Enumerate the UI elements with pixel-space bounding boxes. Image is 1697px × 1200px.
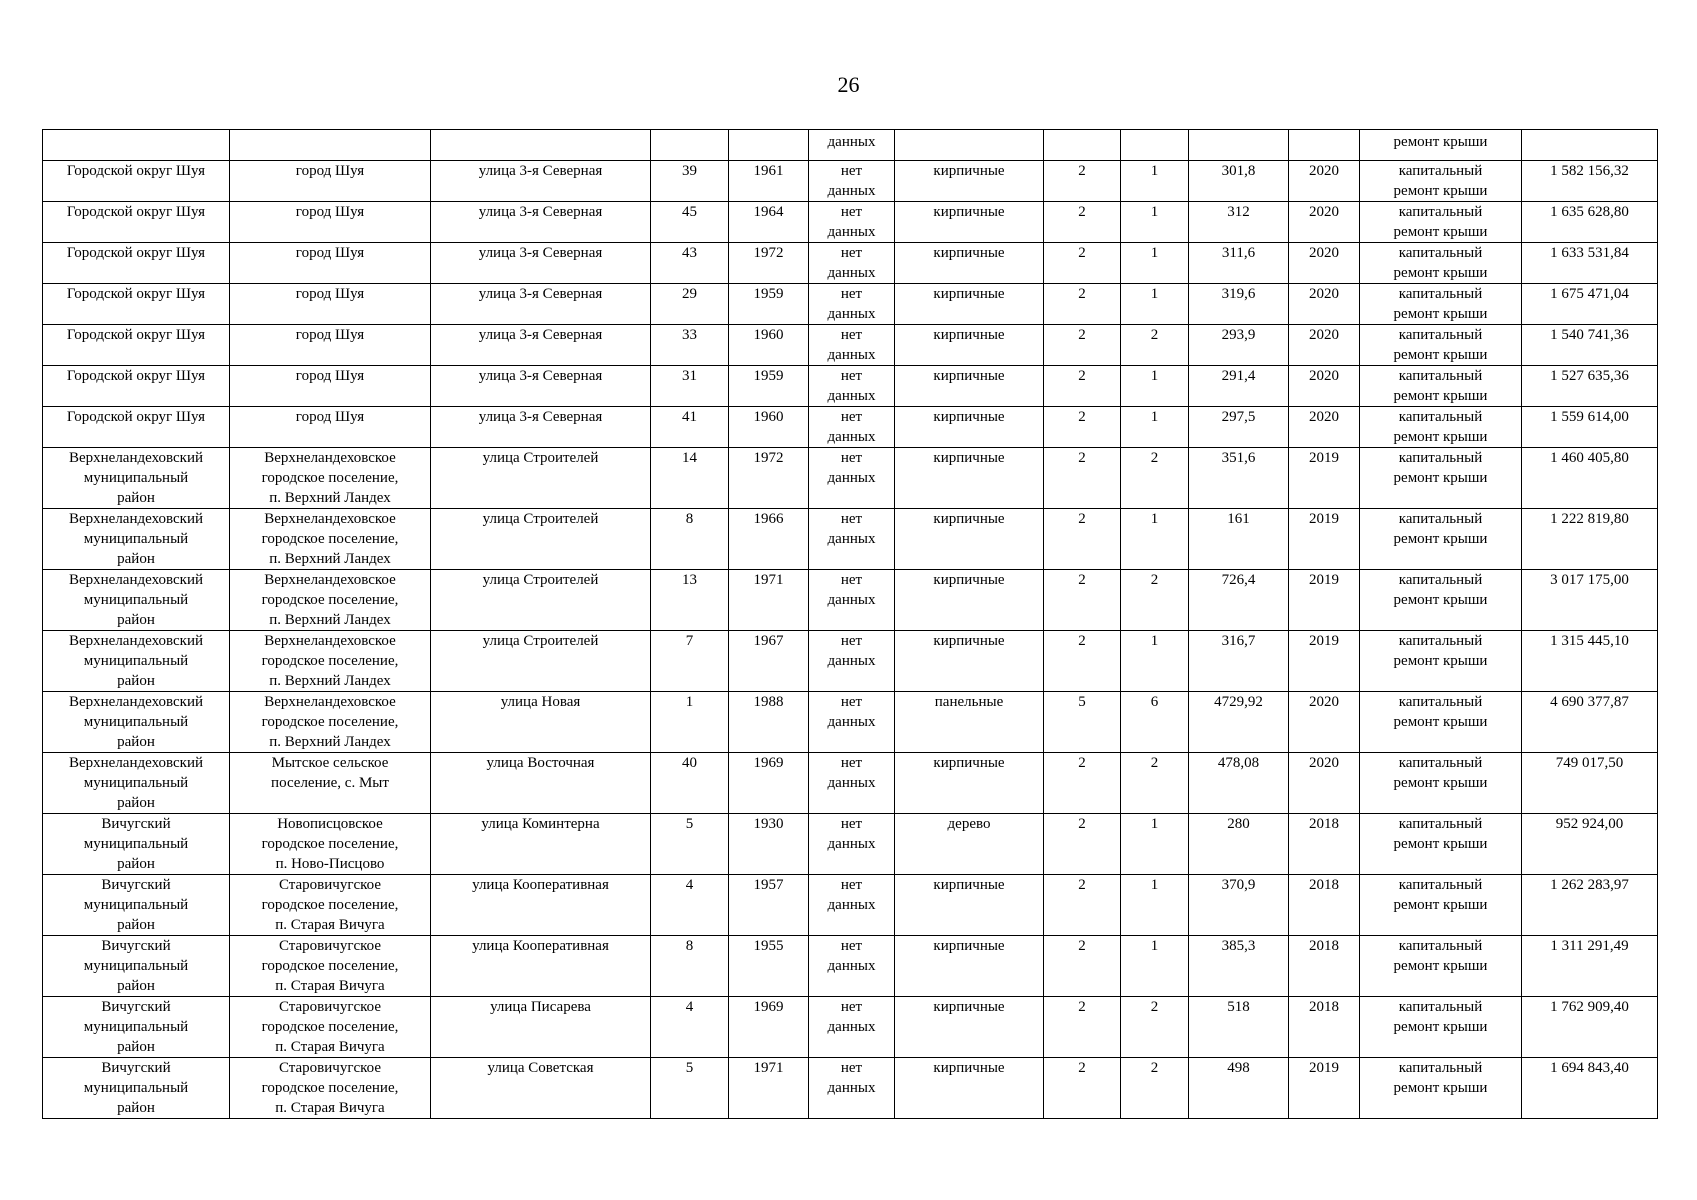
- cell-plan-year: 2020: [1289, 284, 1360, 325]
- cell-street: улица 3-я Северная: [431, 284, 651, 325]
- cell-plan-year: 2019: [1289, 631, 1360, 692]
- cell-work-type: капитальный ремонт крыши: [1360, 1058, 1522, 1119]
- cell-settlement: Верхнеландеховское городское поселение, п. Верхний Ландех: [230, 448, 431, 509]
- cell-repair-year-data: нет данных: [809, 325, 895, 366]
- cell-house-number: 41: [651, 407, 729, 448]
- cell-street: улица 3-я Северная: [431, 161, 651, 202]
- cell-repair-year-data: данных: [809, 130, 895, 161]
- cell-floors: 2: [1044, 570, 1121, 631]
- cell-repair-year-data: нет данных: [809, 202, 895, 243]
- cell-wall-material: [895, 130, 1044, 161]
- cell-repair-year-data: нет данных: [809, 997, 895, 1058]
- cell-repair-year-data: нет данных: [809, 570, 895, 631]
- cell-municipality: Верхнеландеховский муниципальный район: [43, 692, 230, 753]
- cell-cost: 1 311 291,49: [1522, 936, 1658, 997]
- cell-cost: 1 527 635,36: [1522, 366, 1658, 407]
- cell-cost: 1 262 283,97: [1522, 875, 1658, 936]
- cell-floors: 2: [1044, 202, 1121, 243]
- cell-work-type: капитальный ремонт крыши: [1360, 161, 1522, 202]
- cell-wall-material: кирпичные: [895, 325, 1044, 366]
- cell-cost: 1 460 405,80: [1522, 448, 1658, 509]
- cell-entrances: 1: [1121, 284, 1189, 325]
- cell-work-type: капитальный ремонт крыши: [1360, 692, 1522, 753]
- cell-settlement: Старовичугское городское поселение, п. Старая Вичуга: [230, 997, 431, 1058]
- cell-cost: 952 924,00: [1522, 814, 1658, 875]
- cell-entrances: 2: [1121, 570, 1189, 631]
- cell-entrances: 1: [1121, 161, 1189, 202]
- cell-entrances: 2: [1121, 1058, 1189, 1119]
- cell-build-year: [729, 130, 809, 161]
- cell-wall-material: кирпичные: [895, 936, 1044, 997]
- cell-work-type: капитальный ремонт крыши: [1360, 753, 1522, 814]
- cell-municipality: Вичугский муниципальный район: [43, 936, 230, 997]
- cell-work-type: капитальный ремонт крыши: [1360, 366, 1522, 407]
- cell-entrances: 2: [1121, 448, 1189, 509]
- cell-municipality: [43, 130, 230, 161]
- cell-house-number: 43: [651, 243, 729, 284]
- cell-house-number: 1: [651, 692, 729, 753]
- cell-settlement: Верхнеландеховское городское поселение, п. Верхний Ландех: [230, 570, 431, 631]
- cell-build-year: 1972: [729, 448, 809, 509]
- cell-settlement: [230, 130, 431, 161]
- cell-municipality: Верхнеландеховский муниципальный район: [43, 509, 230, 570]
- table-row: [43, 814, 1658, 875]
- cell-municipality: Верхнеландеховский муниципальный район: [43, 448, 230, 509]
- cell-entrances: 1: [1121, 407, 1189, 448]
- cell-plan-year: 2018: [1289, 814, 1360, 875]
- cell-municipality: Вичугский муниципальный район: [43, 997, 230, 1058]
- cell-cost: 4 690 377,87: [1522, 692, 1658, 753]
- cell-build-year: 1955: [729, 936, 809, 997]
- cell-repair-year-data: нет данных: [809, 161, 895, 202]
- cell-area: 301,8: [1189, 161, 1289, 202]
- cell-work-type: капитальный ремонт крыши: [1360, 325, 1522, 366]
- cell-cost: 1 222 819,80: [1522, 509, 1658, 570]
- cell-settlement: город Шуя: [230, 366, 431, 407]
- table-row: [43, 243, 1658, 284]
- cell-municipality: Городской округ Шуя: [43, 161, 230, 202]
- cell-build-year: 1959: [729, 284, 809, 325]
- cell-area: 312: [1189, 202, 1289, 243]
- cell-repair-year-data: нет данных: [809, 366, 895, 407]
- cell-wall-material: кирпичные: [895, 448, 1044, 509]
- cell-cost: 1 694 843,40: [1522, 1058, 1658, 1119]
- cell-street: улица Кооперативная: [431, 936, 651, 997]
- cell-street: улица Советская: [431, 1058, 651, 1119]
- cell-street: улица Строителей: [431, 448, 651, 509]
- cell-house-number: 8: [651, 936, 729, 997]
- cell-street: улица 3-я Северная: [431, 366, 651, 407]
- cell-plan-year: 2019: [1289, 570, 1360, 631]
- page-number: 26: [837, 72, 860, 97]
- cell-plan-year: 2019: [1289, 509, 1360, 570]
- cell-cost: 1 582 156,32: [1522, 161, 1658, 202]
- cell-cost: 1 540 741,36: [1522, 325, 1658, 366]
- cell-plan-year: 2020: [1289, 161, 1360, 202]
- cell-street: улица 3-я Северная: [431, 325, 651, 366]
- cell-cost: 1 315 445,10: [1522, 631, 1658, 692]
- cell-entrances: 1: [1121, 936, 1189, 997]
- cell-work-type: капитальный ремонт крыши: [1360, 407, 1522, 448]
- cell-street: улица 3-я Северная: [431, 202, 651, 243]
- cell-plan-year: 2019: [1289, 1058, 1360, 1119]
- cell-street: улица Строителей: [431, 631, 651, 692]
- cell-wall-material: кирпичные: [895, 509, 1044, 570]
- cell-entrances: 6: [1121, 692, 1189, 753]
- cell-floors: [1044, 130, 1121, 161]
- cell-build-year: 1969: [729, 753, 809, 814]
- cell-entrances: [1121, 130, 1189, 161]
- cell-house-number: 4: [651, 875, 729, 936]
- cell-wall-material: кирпичные: [895, 753, 1044, 814]
- cell-repair-year-data: нет данных: [809, 1058, 895, 1119]
- cell-wall-material: дерево: [895, 814, 1044, 875]
- cell-wall-material: кирпичные: [895, 202, 1044, 243]
- cell-build-year: 1969: [729, 997, 809, 1058]
- cell-build-year: 1957: [729, 875, 809, 936]
- cell-municipality: Верхнеландеховский муниципальный район: [43, 570, 230, 631]
- cell-area: 351,6: [1189, 448, 1289, 509]
- cell-work-type: капитальный ремонт крыши: [1360, 243, 1522, 284]
- cell-build-year: 1960: [729, 407, 809, 448]
- table-row: [43, 570, 1658, 631]
- cell-plan-year: 2020: [1289, 202, 1360, 243]
- cell-entrances: 1: [1121, 509, 1189, 570]
- cell-repair-year-data: нет данных: [809, 243, 895, 284]
- cell-work-type: капитальный ремонт крыши: [1360, 448, 1522, 509]
- cell-floors: 2: [1044, 243, 1121, 284]
- cell-cost: 1 635 628,80: [1522, 202, 1658, 243]
- cell-repair-year-data: нет данных: [809, 407, 895, 448]
- cell-cost: 749 017,50: [1522, 753, 1658, 814]
- cell-street: улица Восточная: [431, 753, 651, 814]
- cell-entrances: 1: [1121, 814, 1189, 875]
- cell-street: улица Новая: [431, 692, 651, 753]
- cell-municipality: Городской округ Шуя: [43, 243, 230, 284]
- cell-work-type: ремонт крыши: [1360, 130, 1522, 161]
- cell-house-number: 39: [651, 161, 729, 202]
- table-body: [43, 130, 1658, 1119]
- cell-plan-year: 2018: [1289, 936, 1360, 997]
- cell-build-year: 1961: [729, 161, 809, 202]
- cell-settlement: город Шуя: [230, 284, 431, 325]
- cell-area: 385,3: [1189, 936, 1289, 997]
- cell-work-type: капитальный ремонт крыши: [1360, 997, 1522, 1058]
- cell-plan-year: 2020: [1289, 753, 1360, 814]
- cell-entrances: 1: [1121, 202, 1189, 243]
- cell-street: [431, 130, 651, 161]
- cell-wall-material: кирпичные: [895, 1058, 1044, 1119]
- cell-house-number: [651, 130, 729, 161]
- cell-wall-material: кирпичные: [895, 284, 1044, 325]
- cell-cost: [1522, 130, 1658, 161]
- cell-repair-year-data: нет данных: [809, 875, 895, 936]
- cell-floors: 2: [1044, 936, 1121, 997]
- cell-area: 161: [1189, 509, 1289, 570]
- cell-build-year: 1960: [729, 325, 809, 366]
- cell-settlement: Старовичугское городское поселение, п. Старая Вичуга: [230, 936, 431, 997]
- cell-floors: 2: [1044, 161, 1121, 202]
- table-row: [43, 202, 1658, 243]
- cell-floors: 2: [1044, 284, 1121, 325]
- cell-build-year: 1988: [729, 692, 809, 753]
- cell-floors: 5: [1044, 692, 1121, 753]
- cell-settlement: город Шуя: [230, 407, 431, 448]
- cell-floors: 2: [1044, 753, 1121, 814]
- cell-house-number: 29: [651, 284, 729, 325]
- cell-municipality: Городской округ Шуя: [43, 366, 230, 407]
- cell-repair-year-data: нет данных: [809, 753, 895, 814]
- cell-house-number: 8: [651, 509, 729, 570]
- cell-area: 498: [1189, 1058, 1289, 1119]
- cell-entrances: 2: [1121, 325, 1189, 366]
- cell-repair-year-data: нет данных: [809, 509, 895, 570]
- cell-build-year: 1930: [729, 814, 809, 875]
- cell-repair-year-data: нет данных: [809, 448, 895, 509]
- cell-house-number: 31: [651, 366, 729, 407]
- cell-entrances: 2: [1121, 753, 1189, 814]
- cell-entrances: 1: [1121, 243, 1189, 284]
- table-row: [43, 448, 1658, 509]
- cell-settlement: город Шуя: [230, 325, 431, 366]
- cell-plan-year: 2018: [1289, 875, 1360, 936]
- cell-plan-year: 2020: [1289, 407, 1360, 448]
- cell-wall-material: кирпичные: [895, 407, 1044, 448]
- cell-wall-material: кирпичные: [895, 366, 1044, 407]
- table-row: [43, 366, 1658, 407]
- cell-municipality: Городской округ Шуя: [43, 284, 230, 325]
- cell-entrances: 1: [1121, 875, 1189, 936]
- cell-settlement: Новописцовское городское поселение, п. Ново-Писцово: [230, 814, 431, 875]
- table-row: [43, 936, 1658, 997]
- cell-cost: 1 559 614,00: [1522, 407, 1658, 448]
- cell-entrances: 1: [1121, 631, 1189, 692]
- table-row: [43, 1058, 1658, 1119]
- cell-entrances: 2: [1121, 997, 1189, 1058]
- cell-repair-year-data: нет данных: [809, 692, 895, 753]
- cell-area: 4729,92: [1189, 692, 1289, 753]
- cell-cost: 1 633 531,84: [1522, 243, 1658, 284]
- cell-build-year: 1967: [729, 631, 809, 692]
- cell-settlement: Верхнеландеховское городское поселение, п. Верхний Ландех: [230, 631, 431, 692]
- cell-house-number: 14: [651, 448, 729, 509]
- cell-floors: 2: [1044, 325, 1121, 366]
- table-row: [43, 631, 1658, 692]
- cell-house-number: 40: [651, 753, 729, 814]
- cell-settlement: Мытское сельское поселение, с. Мыт: [230, 753, 431, 814]
- cell-cost: 1 675 471,04: [1522, 284, 1658, 325]
- cell-settlement: город Шуя: [230, 243, 431, 284]
- cell-house-number: 13: [651, 570, 729, 631]
- cell-wall-material: кирпичные: [895, 631, 1044, 692]
- cell-area: 291,4: [1189, 366, 1289, 407]
- cell-settlement: Старовичугское городское поселение, п. Старая Вичуга: [230, 1058, 431, 1119]
- cell-build-year: 1972: [729, 243, 809, 284]
- cell-work-type: капитальный ремонт крыши: [1360, 936, 1522, 997]
- cell-area: 311,6: [1189, 243, 1289, 284]
- cell-repair-year-data: нет данных: [809, 284, 895, 325]
- cell-plan-year: 2020: [1289, 243, 1360, 284]
- cell-plan-year: 2020: [1289, 692, 1360, 753]
- table-row: [43, 753, 1658, 814]
- cell-street: улица Писарева: [431, 997, 651, 1058]
- table-row: [43, 509, 1658, 570]
- cell-street: улица Строителей: [431, 509, 651, 570]
- table-row: [43, 161, 1658, 202]
- cell-cost: 1 762 909,40: [1522, 997, 1658, 1058]
- cell-area: 280: [1189, 814, 1289, 875]
- table-row: [43, 875, 1658, 936]
- cell-settlement: город Шуя: [230, 202, 431, 243]
- cell-area: 726,4: [1189, 570, 1289, 631]
- cell-work-type: капитальный ремонт крыши: [1360, 631, 1522, 692]
- cell-area: 478,08: [1189, 753, 1289, 814]
- cell-settlement: Верхнеландеховское городское поселение, п. Верхний Ландех: [230, 509, 431, 570]
- table-row: [43, 997, 1658, 1058]
- cell-plan-year: 2020: [1289, 366, 1360, 407]
- cell-street: улица Строителей: [431, 570, 651, 631]
- cell-wall-material: кирпичные: [895, 997, 1044, 1058]
- cell-wall-material: кирпичные: [895, 161, 1044, 202]
- cell-house-number: 7: [651, 631, 729, 692]
- cell-municipality: Верхнеландеховский муниципальный район: [43, 753, 230, 814]
- cell-area: 319,6: [1189, 284, 1289, 325]
- cell-settlement: Верхнеландеховское городское поселение, п. Верхний Ландех: [230, 692, 431, 753]
- housing-registry-table: [42, 129, 1658, 1119]
- cell-wall-material: кирпичные: [895, 875, 1044, 936]
- cell-municipality: Вичугский муниципальный район: [43, 1058, 230, 1119]
- cell-settlement: Старовичугское городское поселение, п. Старая Вичуга: [230, 875, 431, 936]
- cell-build-year: 1959: [729, 366, 809, 407]
- cell-area: 370,9: [1189, 875, 1289, 936]
- cell-settlement: город Шуя: [230, 161, 431, 202]
- cell-work-type: капитальный ремонт крыши: [1360, 814, 1522, 875]
- table-row: [43, 692, 1658, 753]
- cell-floors: 2: [1044, 407, 1121, 448]
- cell-municipality: Городской округ Шуя: [43, 407, 230, 448]
- cell-municipality: Вичугский муниципальный район: [43, 814, 230, 875]
- cell-wall-material: панельные: [895, 692, 1044, 753]
- cell-build-year: 1964: [729, 202, 809, 243]
- cell-floors: 2: [1044, 814, 1121, 875]
- cell-plan-year: 2019: [1289, 448, 1360, 509]
- cell-entrances: 1: [1121, 366, 1189, 407]
- cell-work-type: капитальный ремонт крыши: [1360, 284, 1522, 325]
- cell-house-number: 45: [651, 202, 729, 243]
- cell-area: 293,9: [1189, 325, 1289, 366]
- cell-house-number: 5: [651, 814, 729, 875]
- cell-build-year: 1971: [729, 570, 809, 631]
- cell-work-type: капитальный ремонт крыши: [1360, 509, 1522, 570]
- table-row: [43, 407, 1658, 448]
- table-row: [43, 284, 1658, 325]
- cell-street: улица Кооперативная: [431, 875, 651, 936]
- cell-area: 297,5: [1189, 407, 1289, 448]
- cell-floors: 2: [1044, 509, 1121, 570]
- cell-municipality: Верхнеландеховский муниципальный район: [43, 631, 230, 692]
- cell-floors: 2: [1044, 448, 1121, 509]
- table-row: [43, 130, 1658, 161]
- cell-area: [1189, 130, 1289, 161]
- table-row: [43, 325, 1658, 366]
- cell-work-type: капитальный ремонт крыши: [1360, 202, 1522, 243]
- cell-house-number: 5: [651, 1058, 729, 1119]
- cell-area: 518: [1189, 997, 1289, 1058]
- cell-plan-year: [1289, 130, 1360, 161]
- cell-floors: 2: [1044, 997, 1121, 1058]
- cell-repair-year-data: нет данных: [809, 814, 895, 875]
- cell-municipality: Городской округ Шуя: [43, 325, 230, 366]
- cell-street: улица Коминтерна: [431, 814, 651, 875]
- cell-house-number: 33: [651, 325, 729, 366]
- cell-cost: 3 017 175,00: [1522, 570, 1658, 631]
- cell-wall-material: кирпичные: [895, 570, 1044, 631]
- cell-work-type: капитальный ремонт крыши: [1360, 570, 1522, 631]
- cell-municipality: Городской округ Шуя: [43, 202, 230, 243]
- cell-repair-year-data: нет данных: [809, 631, 895, 692]
- cell-repair-year-data: нет данных: [809, 936, 895, 997]
- cell-municipality: Вичугский муниципальный район: [43, 875, 230, 936]
- cell-plan-year: 2020: [1289, 325, 1360, 366]
- cell-area: 316,7: [1189, 631, 1289, 692]
- cell-floors: 2: [1044, 875, 1121, 936]
- cell-build-year: 1966: [729, 509, 809, 570]
- cell-street: улица 3-я Северная: [431, 407, 651, 448]
- cell-build-year: 1971: [729, 1058, 809, 1119]
- cell-wall-material: кирпичные: [895, 243, 1044, 284]
- cell-work-type: капитальный ремонт крыши: [1360, 875, 1522, 936]
- cell-floors: 2: [1044, 366, 1121, 407]
- cell-street: улица 3-я Северная: [431, 243, 651, 284]
- cell-floors: 2: [1044, 1058, 1121, 1119]
- cell-floors: 2: [1044, 631, 1121, 692]
- cell-plan-year: 2018: [1289, 997, 1360, 1058]
- cell-house-number: 4: [651, 997, 729, 1058]
